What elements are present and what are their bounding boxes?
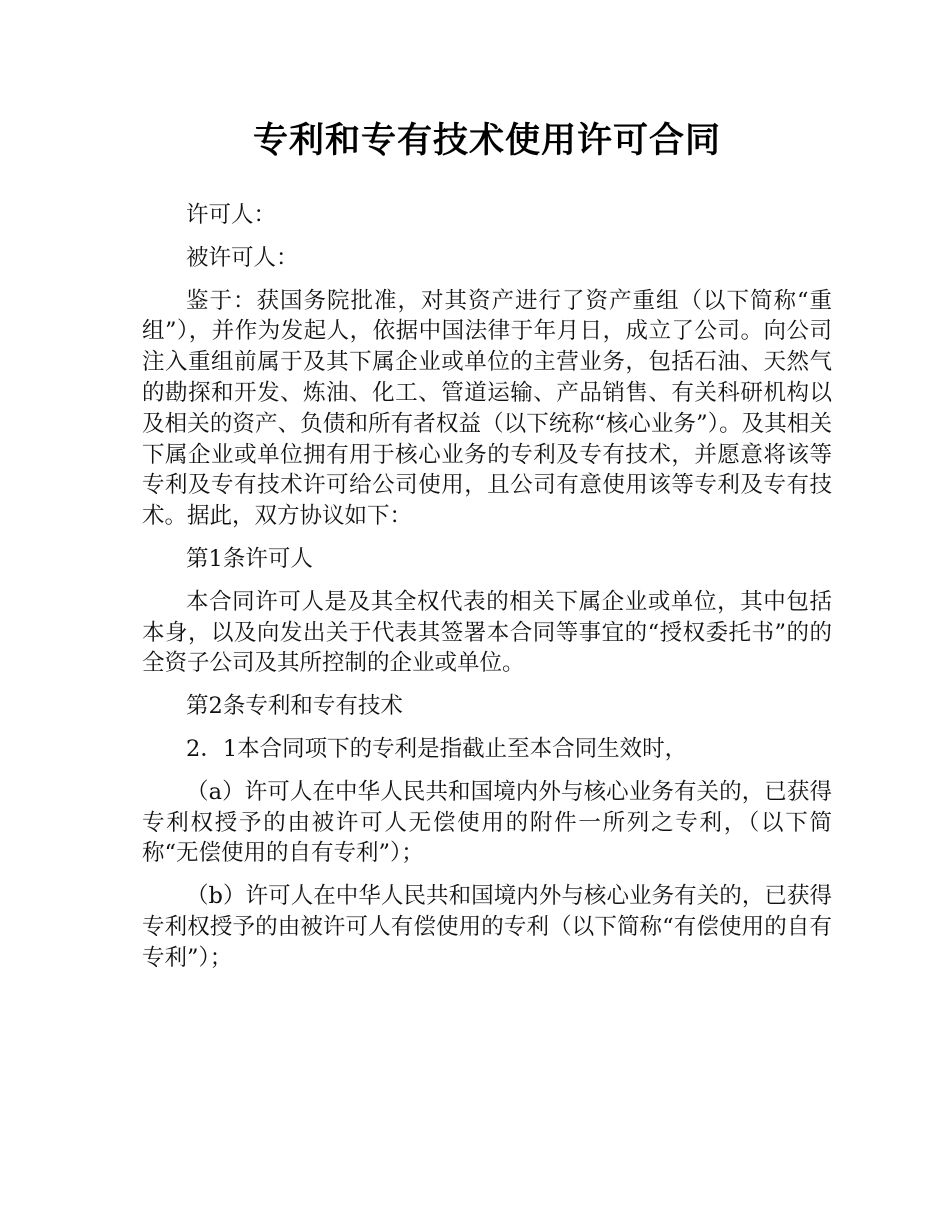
document-title: 专利和专有技术使用许可合同 [252, 121, 721, 161]
clause-2-1: 2．1本合同项下的专利是指截止至本合同生效时， [186, 735, 688, 762]
licensor-line: 许可人： [186, 202, 277, 228]
licensee-line: 被许可人： [186, 244, 299, 271]
article-1-heading: 第1条许可人 [186, 545, 313, 572]
article-2-heading: 第2条专利和专有技术 [186, 693, 403, 720]
document-page [142, 118, 832, 986]
article-1-body: 本合同许可人是及其全权代表的相关下属企业或单位，其中包括本身，以及向发出关于代表其签署本合同等事宜的“授权委托书”的的全资子公司及其所控制的企业或单位。 [142, 588, 832, 677]
preamble-paragraph: 鉴于：获国务院批准，对其资产进行了资产重组（以下简称“重组”），并作为发起人，依据中国法律于年月日，成立了公司。向公司注入重组前属于及其下属企业或单位的主营业务，包括石油、天然气的勘探和开发、炼油、化工、管道运输、产品销售、有关科研机构以及相关的资产、负债和所有者权益（以下统称“核心业务”）。及其相关下属企业或单位拥有用于核心业务的专利及专有技术，并愿意将该等专利及专有技术许可给公司使用，且公司有意使用该等专利及专有技术。据此，双方协议如下： [142, 287, 832, 530]
clause-2-1-b: （b）许可人在中华人民共和国境内外与核心业务有关的，已获得专利权授予的由被许可人有偿使用的专利（以下简称“有偿使用的自有专利”）； [142, 883, 832, 971]
clause-2-1-a: （a）许可人在中华人民共和国境内外与核心业务有关的，已获得专利权授予的由被许可人无偿使用的附件一所列之专利，（以下简称“无偿使用的自有专利”）； [142, 778, 832, 867]
